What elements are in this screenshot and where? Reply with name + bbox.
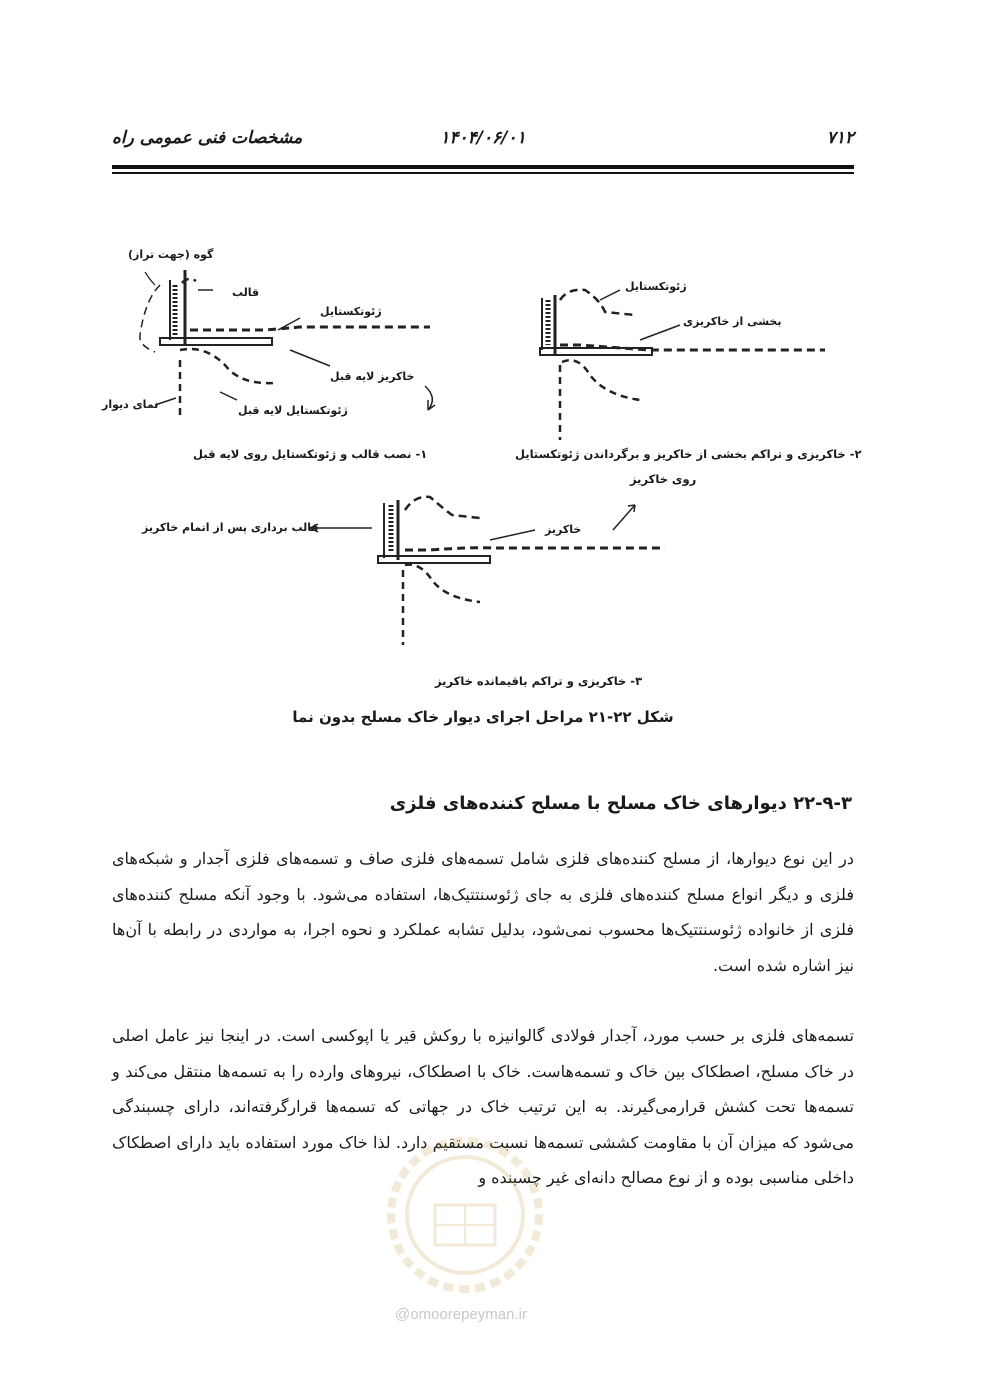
- watermark-text: @omoorepeyman.ir: [395, 1306, 527, 1323]
- step1-drawing: [140, 270, 435, 420]
- label-geotextile-2: ژئوتکستایل: [625, 280, 687, 293]
- figure-caption: شکل ۲۲-۲۱ مراحل اجرای دیوار خاک مسلح بدون نما: [292, 708, 674, 726]
- step2-caption-line2: روی خاکریز: [630, 472, 697, 486]
- paragraph-1: در این نوع دیوارها، از مسلح کننده‌های فلزی شامل تسمه‌های فلزی صاف و تسمه‌های فلزی آجدار و شبکه‌های فلزی و دیگر انواع مسلح کننده‌های فلزی به جای ژئوسنتتیک‌ها، استفاده می‌شود. با وجود آنکه مسلح کننده‌های فلزی از خانواده ژئوسنتتیک‌ها محسوب نمی‌شود، بدلیل تشابه عملکرد و نحوه اجرا، به مواردی در رابطه با آن‌ها نیز اشاره شده است.: [112, 849, 855, 975]
- label-remove-form: قالب برداری پس از اتمام خاکریز: [142, 521, 319, 534]
- label-fill: خاکریز: [545, 523, 582, 536]
- step1-caption: ۱- نصب قالب و ژئوتکستایل روی لایه قبل: [193, 447, 428, 461]
- header-title: مشخصات فنی عمومی راه: [112, 128, 303, 148]
- watermark-logo: [385, 1135, 545, 1295]
- paragraph-2: تسمه‌های فلزی بر حسب مورد، آجدار فولادی گالوانیزه با روکش قیر یا اپوکسی است. در اینجا نیز عامل اصلی در خاک مسلح، اصطکاک بین خاک و تسمه‌هاست. خاک با اصطکاک، نیروهای وارده را به تسمه‌ها منتقل می‌کند و تسمه‌ها تحت کشش قرارمی‌گیرند. به این ترتیب خاک در جهاتی که تسمه‌ها قرارگرفته‌اند، دارای چسبندگی می‌شود که میزان آن با مقاومت کششی تسمه‌ها نسبت مستقیم دارد. لذا خاک مورد استفاده باید دارای اصطکاک داخلی مناسبی بوده و از نوع مصالح دانه‌ای غیر چسبنده و: [112, 1026, 854, 1187]
- section-heading: ۲۲-۹-۳ دیوارهای خاک مسلح با مسلح کننده‌های فلزی: [389, 793, 852, 814]
- label-part-fill: بخشی از خاکریزی: [683, 315, 782, 328]
- step3-drawing: [310, 497, 665, 645]
- page-number: ۷۱۲: [826, 128, 854, 148]
- step3-caption: ۳- خاکریزی و تراکم باقیمانده خاکریز: [435, 674, 643, 688]
- label-prev-geotextile: ژئوتکستایل لایه قبل: [238, 404, 348, 417]
- label-geotextile-1: ژئوتکستایل: [320, 305, 382, 318]
- step2-drawing: [540, 290, 825, 440]
- header-date: ۱۴۰۴/۰۶/۰۱: [440, 128, 526, 148]
- label-formwork: قالب: [232, 286, 260, 299]
- label-prev-fill: خاکریز لایه قبل: [330, 370, 415, 383]
- label-wall-face: نمای دیوار: [102, 398, 159, 411]
- step2-caption-line1: ۲- خاکریزی و تراکم بخشی از خاکریز و برگرداندن ژئوتکستایل: [515, 447, 862, 461]
- label-wedge: گوه (جهت تراز): [128, 248, 214, 261]
